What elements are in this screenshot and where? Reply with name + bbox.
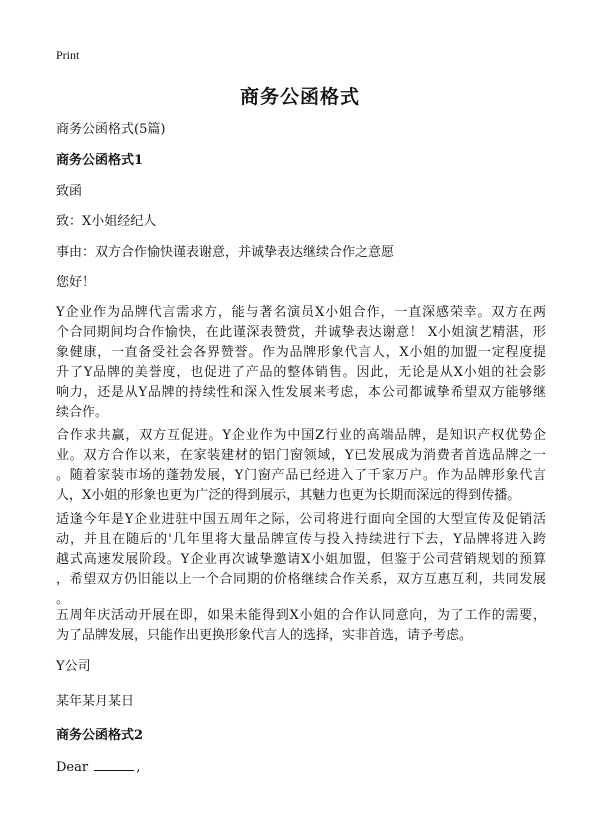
paragraph-line: 动，并且在随后的'几年里将大量品牌宣传与投入持续进行下去，Y品牌将进入跨: [56, 532, 546, 547]
paragraph-line: 。: [56, 592, 70, 607]
paragraph-line: 为了品牌发展，只能作出更换形象代言人的选择，实非首选，请予考虑。: [56, 628, 473, 643]
body-paragraph-4: [56, 606, 546, 646]
paragraph-line: 个合同期间均合作愉快，在此谨深表赞赏，并诚挚表达谢意！ X小姐演艺精湛，形: [56, 325, 546, 340]
signature-company: Y公司: [56, 659, 91, 674]
recipient-name-blank: [94, 758, 134, 771]
subject-line: 事由：双方合作愉快谨表谢意，并诚挚表达继续合作之意愿: [56, 245, 395, 260]
salutation-suffix: ,: [136, 760, 141, 775]
paragraph-line: 五周年庆活动开展在即，如果未能得到X小姐的合作认同意向，为了工作的需要，: [56, 608, 546, 623]
paragraph-line: 升了Y品牌的美誉度，也促进了产品的整体销售。因此，无论是从X小姐的社会影: [56, 365, 546, 380]
section2-heading: 商务公函格式2: [56, 728, 144, 743]
salutation-prefix: Dear: [56, 760, 89, 775]
paragraph-line: 续合作。: [56, 405, 109, 420]
paragraph-line: 越式高速发展阶段。Y企业再次诚挚邀请X小姐加盟，但鉴于公司营销规划的预算: [56, 552, 546, 567]
letter-type: 致函: [56, 184, 83, 199]
body-paragraph-1: [56, 303, 546, 423]
paragraph-line: 适逢今年是Y企业进驻中国五周年之际，公司将进行面向全国的大型宣传及促销活: [56, 512, 546, 527]
section1-heading: 商务公函格式1: [56, 153, 144, 168]
print-label: Print: [56, 48, 80, 62]
signature-date: 某年某月某日: [56, 694, 135, 709]
paragraph-line: Y企业作为品牌代言需求方，能与著名演员X小姐合作，一直深感荣幸。双方在两: [56, 305, 546, 320]
body-paragraph-2: [56, 426, 546, 506]
paragraph-line: 象健康，一直备受社会各界赞誉。作为品牌形象代言人，X小姐的加盟一定程度提: [56, 345, 546, 360]
paragraph-line: 合作求共赢，双方互促进。Y企业作为中国Z行业的高端品牌，是知识产权优势企: [56, 428, 546, 443]
document-title: 商务公函格式: [239, 86, 360, 108]
document-subtitle: 商务公函格式(5篇): [56, 122, 166, 137]
greeting-line: 您好！: [56, 275, 96, 290]
paragraph-line: 人，X小姐的形象也更为广泛的得到展示，其魅力也更为长期而深远的得到传播。: [56, 488, 521, 503]
paragraph-line: ，希望双方仍旧能以上一个合同期的价格继续合作关系，双方互惠互利，共同发展: [56, 572, 546, 587]
paragraph-line: 。随着家装市场的蓬勃发展，Y门窗产品已经进入了千家万户。作为品牌形象代言: [56, 468, 546, 483]
body-paragraph-3: [56, 510, 546, 610]
paragraph-line: 业。双方合作以来，在家装建材的铝门窗领域，Y已发展成为消费者首选品牌之一: [56, 448, 546, 463]
paragraph-line: 响力，还是从Y品牌的持续性和深入性发展来考虑，本公司都诚挚希望双方能够继: [56, 385, 546, 400]
recipient-line: 致：X小姐经纪人: [56, 214, 157, 229]
section2-salutation: [56, 758, 550, 778]
